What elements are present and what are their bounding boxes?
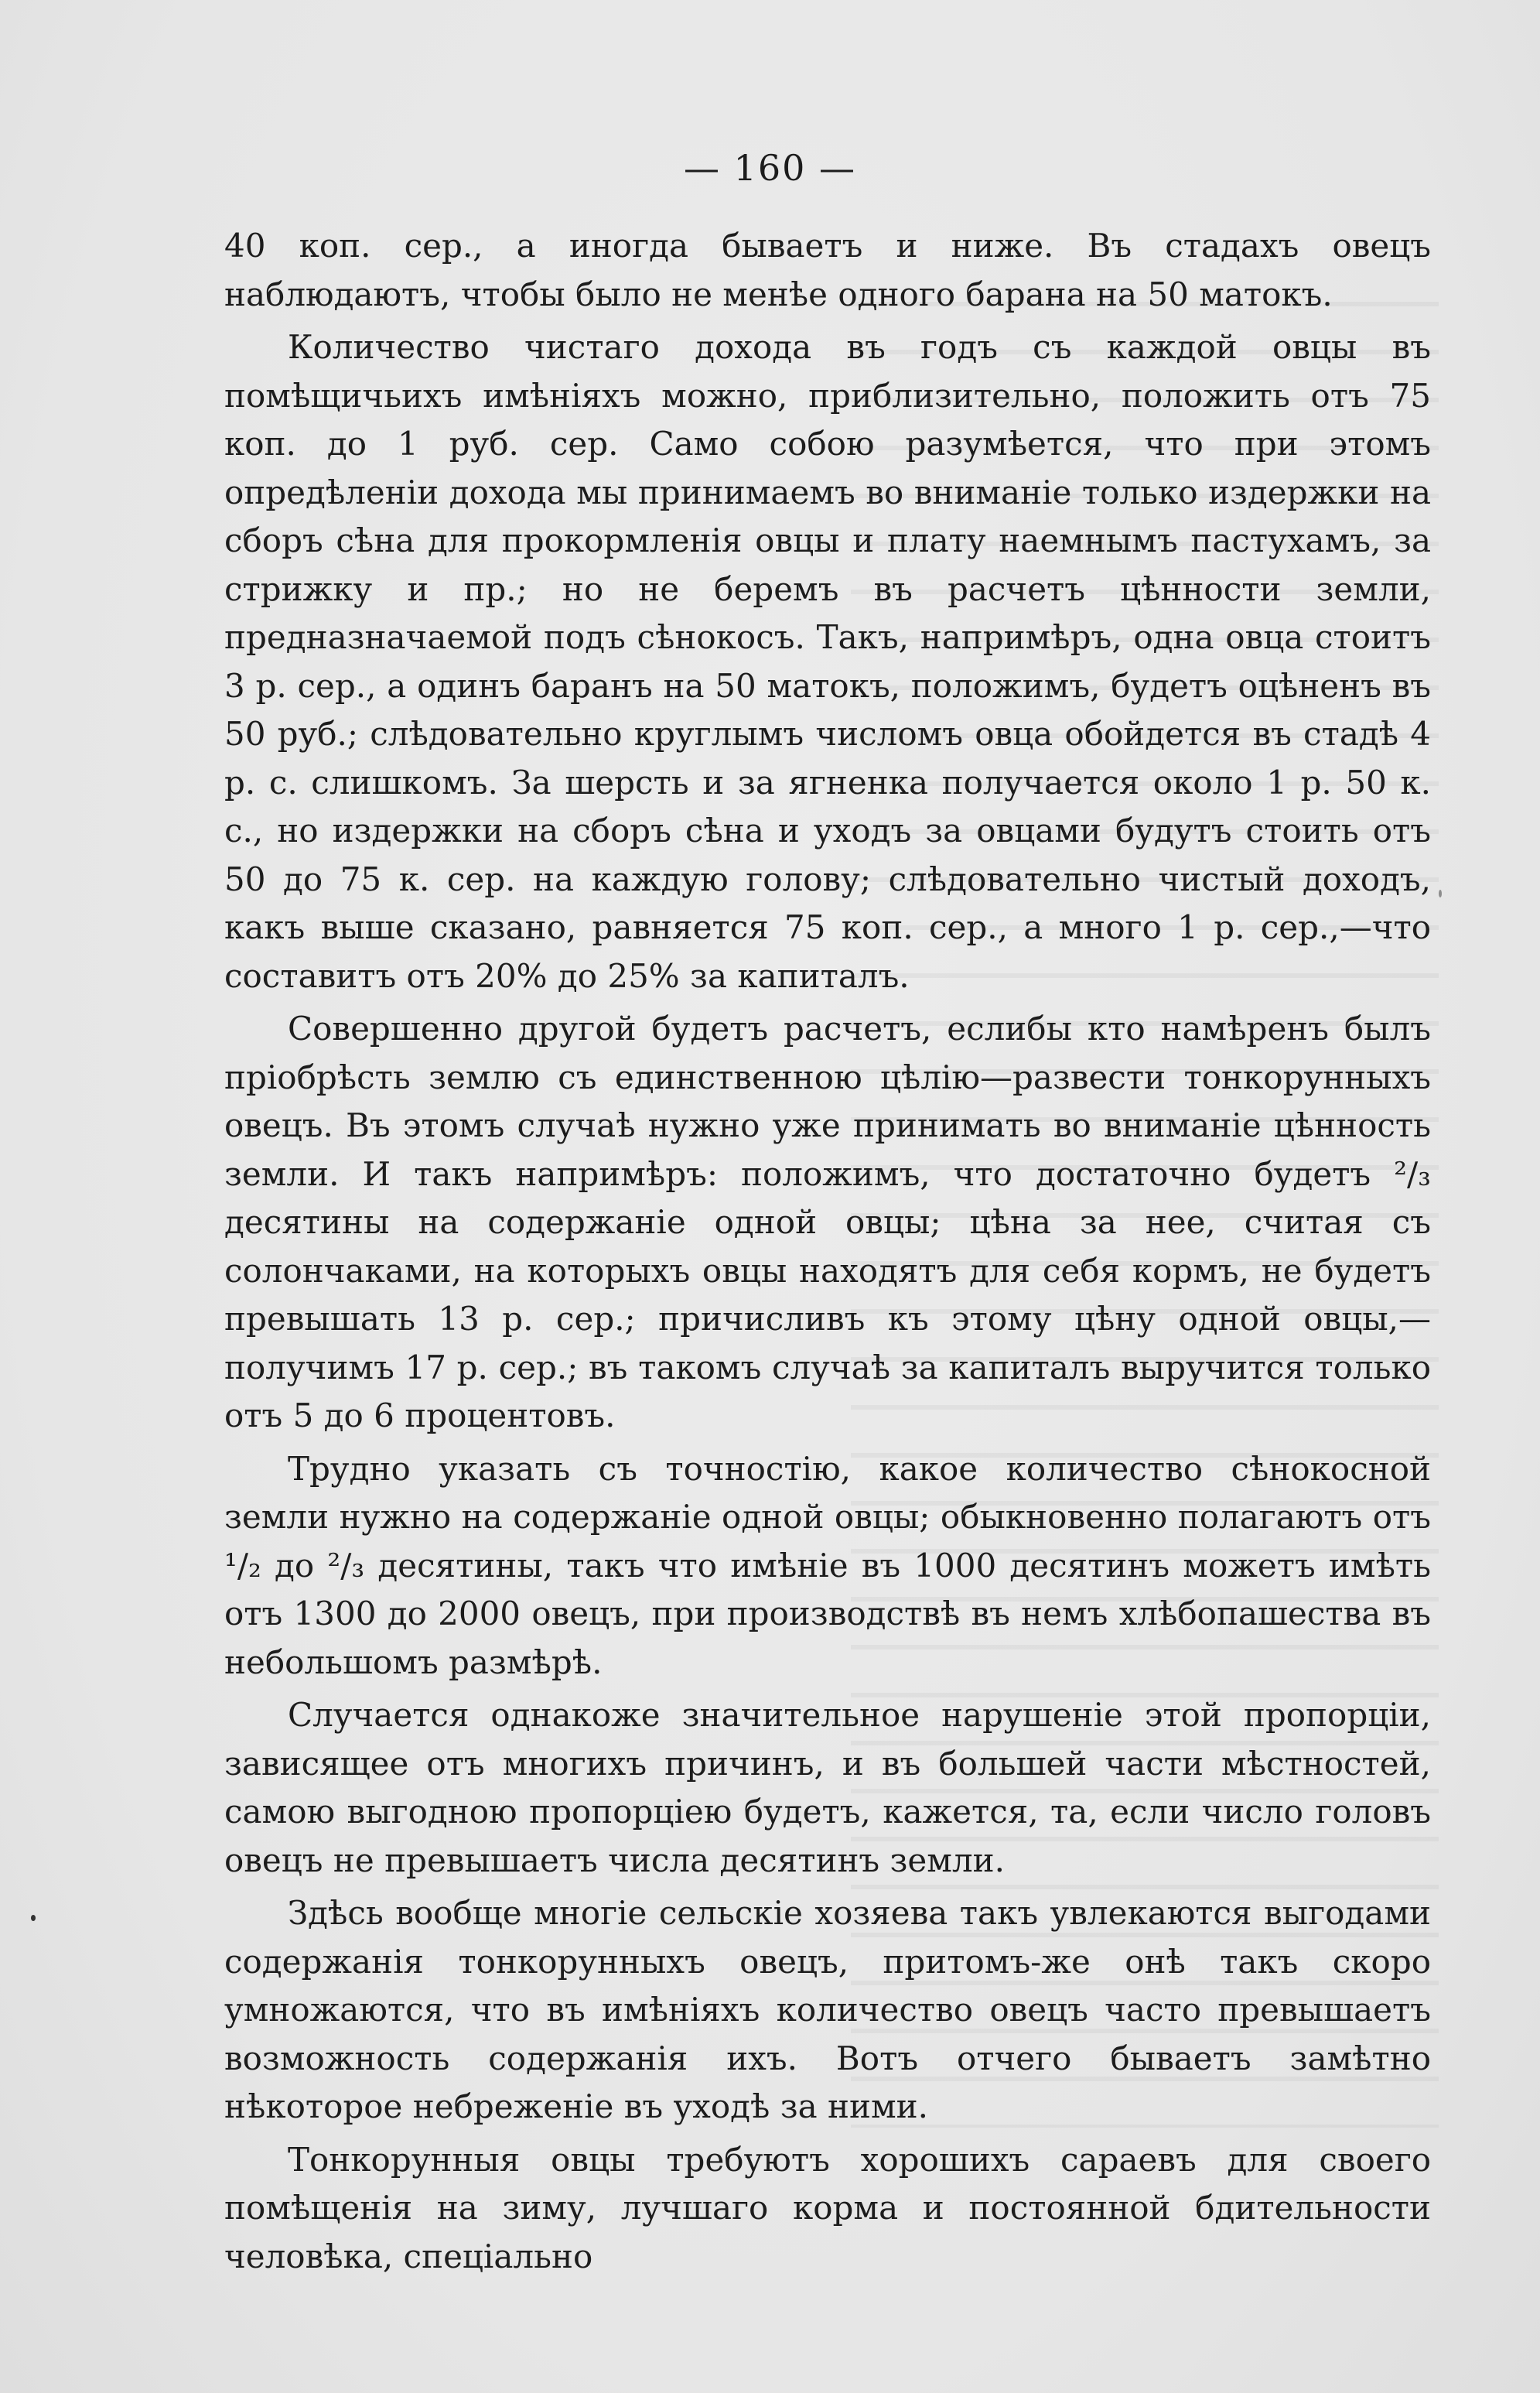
paragraph-3: Совершенно другой будетъ расчетъ, еслибы кто намѣренъ былъ пріобрѣсть землю съ единственною цѣлію—развести тонкорунныхъ овецъ. Въ этомъ случаѣ нужно уже принимать во вниманіе цѣнность земли. И такъ напримѣръ: положимъ, что достаточно будетъ ²/₃ десятины на содержаніе одной овцы; цѣна за нее, считая съ солончаками, на которыхъ овцы находятъ для себя кормъ, не будетъ превышать 13 р. сер.; причисливъ къ этому цѣну одной овцы,—получимъ 17 р. сер.; въ такомъ случаѣ за капиталъ выручится только отъ 5 до 6 процентовъ. [224,1010,1431,1434]
page-number: — 160 — [683,147,857,189]
paragraph-1: 40 коп. сер., а иногда бываетъ и ниже. Въ стадахъ овецъ наблюдаютъ, чтобы было не менѣе одного барана на 50 матокъ. [224,227,1431,313]
paragraph-5: Случается однакоже значительное нарушеніе этой пропорціи, зависящее отъ многихъ причинъ, и въ большей части мѣстностей, самою выгодною пропорціею будетъ, кажется, та, если число головъ овецъ не превышаетъ числа десятинъ земли. [224,1696,1431,1879]
paragraph-6: Здѣсь вообще многіе сельскіе хозяева такъ увлекаются выгодами содержанія тонкорунныхъ овецъ, притомъ-же онѣ такъ скоро умножаются, что въ имѣніяхъ количество овецъ часто превышаетъ возможность содержанія ихъ. Вотъ отчего бываетъ замѣтно нѣкоторое небреженіе въ уходѣ за ними. [224,1894,1431,2125]
body-text [224,222,1431,2285]
paragraph-7: Тонкорунныя овцы требуютъ хорошихъ сараевъ для своего помѣщенія на зиму, лучшаго корма и постоянной бдительности человѣка, спеціально [224,2140,1431,2275]
paragraph-4: Трудно указать съ точностію, какое количество сѣнокосной земли нужно на содержаніе одной овцы; обыкновенно полагаютъ отъ ¹/₂ до ²/₃ десятины, такъ что имѣніе въ 1000 десятинъ можетъ имѣть отъ 1300 до 2000 овецъ, при производствѣ въ немъ хлѣбопашества въ небольшомъ размѣрѣ. [224,1449,1431,1681]
ink-speck [1439,890,1442,897]
ink-speck [31,1915,36,1921]
paragraph-2: Количество чистаго дохода въ годъ съ каждой овцы въ помѣщичьихъ имѣніяхъ можно, приблизительно, положить отъ 75 коп. до 1 руб. сер. Само собою разумѣется, что при этомъ опредѣленіи дохода мы принимаемъ во вниманіе только издержки на сборъ сѣна для прокормленія овцы и плату наемнымъ пастухамъ, за стрижку и пр.; но не беремъ въ расчетъ цѣнности земли, предназначаемой подъ сѣнокосъ. Такъ, напримѣръ, одна овца стоитъ 3 р. сер., а одинъ баранъ на 50 матокъ, положимъ, будетъ оцѣненъ въ 50 руб.; слѣдовательно круглымъ числомъ овца обойдется въ стадѣ 4 р. с. слишкомъ. За шерсть и за ягненка получается около 1 р. 50 к. с., но издержки на сборъ сѣна и уходъ за овцами будутъ стоить отъ 50 до 75 к. сер. на каждую голову; слѣдовательно чистый доходъ, какъ выше сказано, равняется 75 коп. сер., а много 1 р. сер.,—что составитъ отъ 20% до 25% за капиталъ. [224,328,1431,995]
